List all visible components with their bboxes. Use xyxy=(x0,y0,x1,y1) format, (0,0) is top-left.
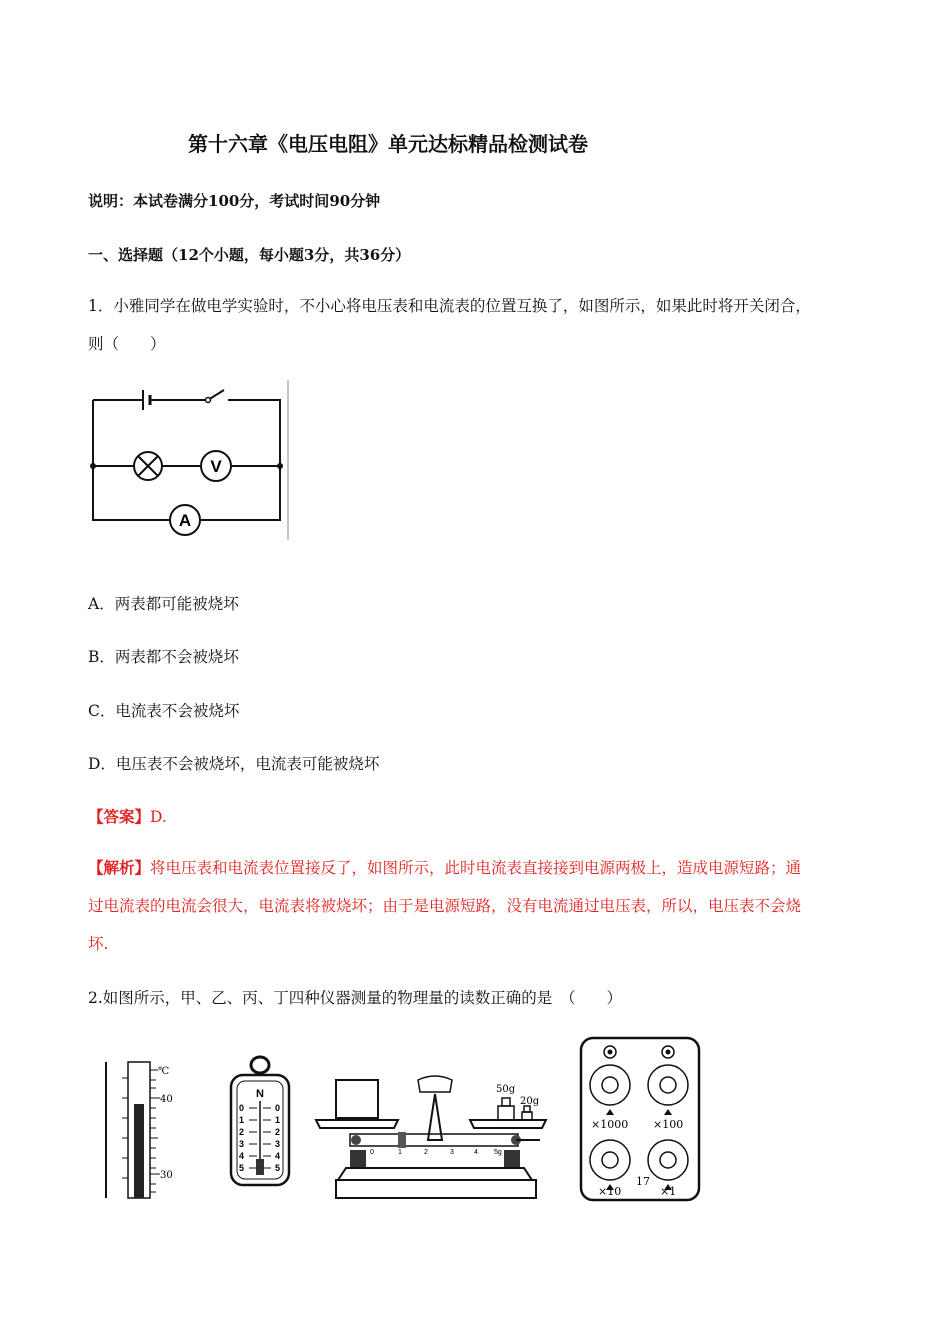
spring-tick-3: 3 xyxy=(239,1139,245,1149)
exam-note: 说明：本试卷满分100分，考试时间90分钟 xyxy=(88,192,381,210)
spring-tick-4: 4 xyxy=(239,1151,245,1161)
svg-text:0: 0 xyxy=(275,1103,281,1113)
q1-analysis-line3: 坏. xyxy=(88,935,109,953)
q1-option-c: C．电流表不会被烧坏 xyxy=(88,702,240,720)
svg-text:4: 4 xyxy=(474,1149,478,1156)
weight-50g: 50g xyxy=(496,1084,516,1095)
svg-text:5g: 5g xyxy=(494,1149,502,1156)
dial-x1000: ×1000 xyxy=(591,1118,629,1131)
q1-option-b: B．两表都不会被烧坏 xyxy=(88,648,239,666)
answer-value: D. xyxy=(150,808,167,826)
svg-text:1: 1 xyxy=(398,1149,402,1156)
section-heading: 一、选择题（12个小题，每小题3分，共36分） xyxy=(88,246,411,264)
svg-text:4: 4 xyxy=(275,1151,281,1161)
dial-x100: ×100 xyxy=(653,1118,684,1131)
q1-analysis-line1: 【解析】将电压表和电流表位置接反了，如图所示，此时电流表直接接到电源两极上，造成电源短路；通 xyxy=(88,858,802,877)
resistance-box-figure xyxy=(578,1035,703,1203)
q1-option-a: A．两表都可能被烧坏 xyxy=(88,595,239,613)
ammeter-label: A xyxy=(178,511,192,530)
spring-unit: N xyxy=(256,1088,264,1100)
spring-tick-2: 2 xyxy=(239,1127,245,1137)
question-2-text: 2.如图所示，甲、乙、丙、丁四种仪器测量的物理量的读数正确的是 （ ） xyxy=(88,989,623,1007)
svg-text:2: 2 xyxy=(424,1149,428,1156)
svg-text:3: 3 xyxy=(275,1139,281,1149)
svg-text:0: 0 xyxy=(370,1149,374,1156)
thermo-tick-30: 30 xyxy=(160,1170,173,1181)
svg-text:5: 5 xyxy=(275,1163,281,1173)
analysis-tag: 【解析】 xyxy=(88,858,151,877)
q1-analysis-line2: 过电流表的电流会很大，电流表将被烧坏；由于是电源短路，没有电流通过电压表，所以，电压表不会烧 xyxy=(88,897,802,915)
question-1-line1: 1．小雅同学在做电学实验时，不小心将电压表和电流表的位置互换了，如图所示，如果此时将开关闭合， xyxy=(88,297,811,315)
question-1-line2: 则（ ） xyxy=(88,335,166,353)
thermo-unit: ℃ xyxy=(158,1066,170,1077)
q1-option-d: D．电压表不会被烧坏，电流表可能被烧坏 xyxy=(88,755,380,773)
dial-x10: ×10 xyxy=(598,1185,622,1198)
circuit-diagram xyxy=(88,380,293,542)
svg-text:1: 1 xyxy=(275,1115,281,1125)
q1-answer xyxy=(88,805,167,827)
spring-tick-0: 0 xyxy=(239,1103,245,1113)
svg-text:2: 2 xyxy=(275,1127,281,1137)
answer-tag: 【答案】 xyxy=(88,807,151,826)
box-mark: 17 xyxy=(636,1175,650,1188)
thermometer-figure xyxy=(100,1058,180,1200)
dial-x1: ×1 xyxy=(660,1185,677,1198)
svg-text:3: 3 xyxy=(450,1149,454,1156)
thermo-tick-40: 40 xyxy=(160,1094,173,1105)
spring-tick-5: 5 xyxy=(239,1163,245,1173)
spring-tick-1: 1 xyxy=(239,1115,245,1125)
page-title: 第十六章《电压电阻》单元达标精品检测试卷 xyxy=(188,132,588,156)
voltmeter-label: V xyxy=(210,457,222,476)
spring-scale-figure xyxy=(225,1055,295,1187)
weight-20g: 20g xyxy=(520,1096,540,1107)
balance-figure xyxy=(310,1070,550,1202)
